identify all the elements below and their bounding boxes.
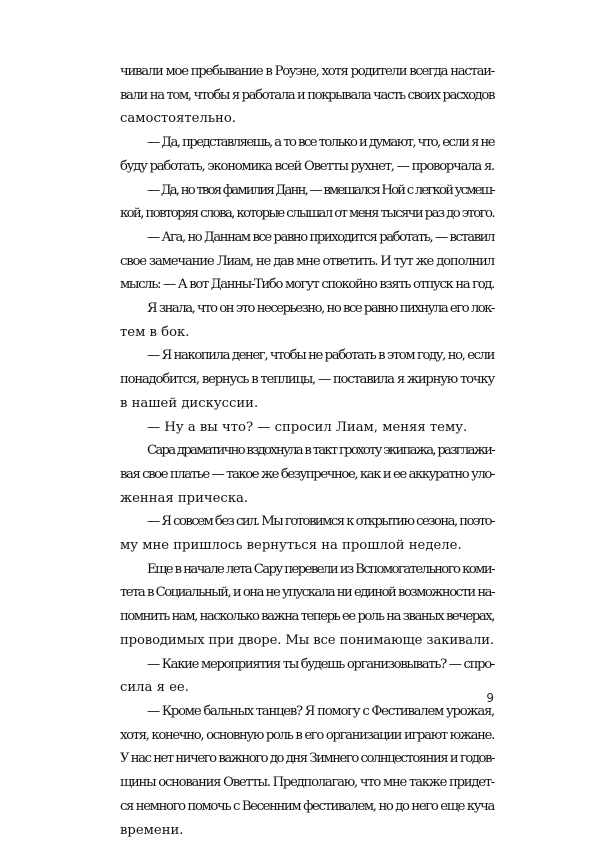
text-line: кой, повторяя слова, которые слышал от меня тысячи раз до этого. xyxy=(120,202,494,226)
text-line: ся немного помочь с Весенним фестивалем, но до него еще куча xyxy=(120,795,494,819)
text-line: Сара драматично вздохнула в такт грохоту экипажа, разглажи- xyxy=(120,439,494,463)
text-line: вали на том, чтобы я работала и покрывала часть своих расходов xyxy=(120,84,494,108)
page-number: 9 xyxy=(478,691,494,705)
text-line: свое замечание Лиам, не дав мне ответить. И тут же дополнил xyxy=(120,250,494,274)
text-line: Еще в начале лета Сару перевели из Вспомогательного коми- xyxy=(120,558,494,582)
text-line: — Да, представляешь, а то все только и думают, что, если я не xyxy=(120,131,494,155)
text-line: Я знала, что он это несерьезно, но все равно пихнула его лок- xyxy=(120,297,494,321)
text-line: понадобится, вернусь в теплицы, — поставила я жирную точку xyxy=(120,368,494,392)
text-line: — Да, но твоя фамилия Данн, — вмешался Ной с легкой усмеш- xyxy=(120,179,494,203)
text-line: — Кроме бальных танцев? Я помогу с Фестивалем урожая, xyxy=(120,700,494,724)
text-line: — Ну а вы что? — спросил Лиам, меняя тему. xyxy=(120,416,494,440)
text-line: чивали мое пребывание в Роуэне, хотя родители всегда настаи- xyxy=(120,60,494,84)
text-line: У нас нет ничего важного до дня Зимнего солнцестояния и годов- xyxy=(120,747,494,771)
text-line: женная прическа. xyxy=(120,487,494,511)
text-line: сила я ее. xyxy=(120,676,494,700)
text-line: му мне пришлось вернуться на прошлой неделе. xyxy=(120,534,494,558)
text-line: — Я совсем без сил. Мы готовимся к открытию сезона, поэто- xyxy=(120,510,494,534)
text-line: щины основания Оветты. Предполагаю, что мне также придет- xyxy=(120,771,494,795)
text-line: тета в Социальный, и она не упускала ни единой возможности на- xyxy=(120,581,494,605)
text-line: вая свое платье — такое же безупречное, как и ее аккуратно уло- xyxy=(120,463,494,487)
text-line: самостоятельно. xyxy=(120,107,494,131)
text-line: времени. xyxy=(120,819,494,842)
text-line: тем в бок. xyxy=(120,321,494,345)
text-line: — Какие мероприятия ты будешь организовывать? — спро- xyxy=(120,653,494,677)
text-line: в нашей дискуссии. xyxy=(120,392,494,416)
text-line: проводимых при дворе. Мы все понимающе закивали. xyxy=(120,629,494,653)
text-line: — Ага, но Даннам все равно приходится работать, — вставил xyxy=(120,226,494,250)
text-line: буду работать, экономика всей Оветты рухнет, — проворчала я. xyxy=(120,155,494,179)
text-line: хотя, конечно, основную роль в его организации играют южане. xyxy=(120,724,494,748)
text-line: мысль: — А вот Данны-Тибо могут спокойно взять отпуск на год. xyxy=(120,273,494,297)
body-text xyxy=(120,60,494,842)
text-line: — Я накопила денег, чтобы не работать в этом году, но, если xyxy=(120,344,494,368)
text-line: помнить нам, насколько важна теперь ее роль на званых вечерах, xyxy=(120,605,494,629)
